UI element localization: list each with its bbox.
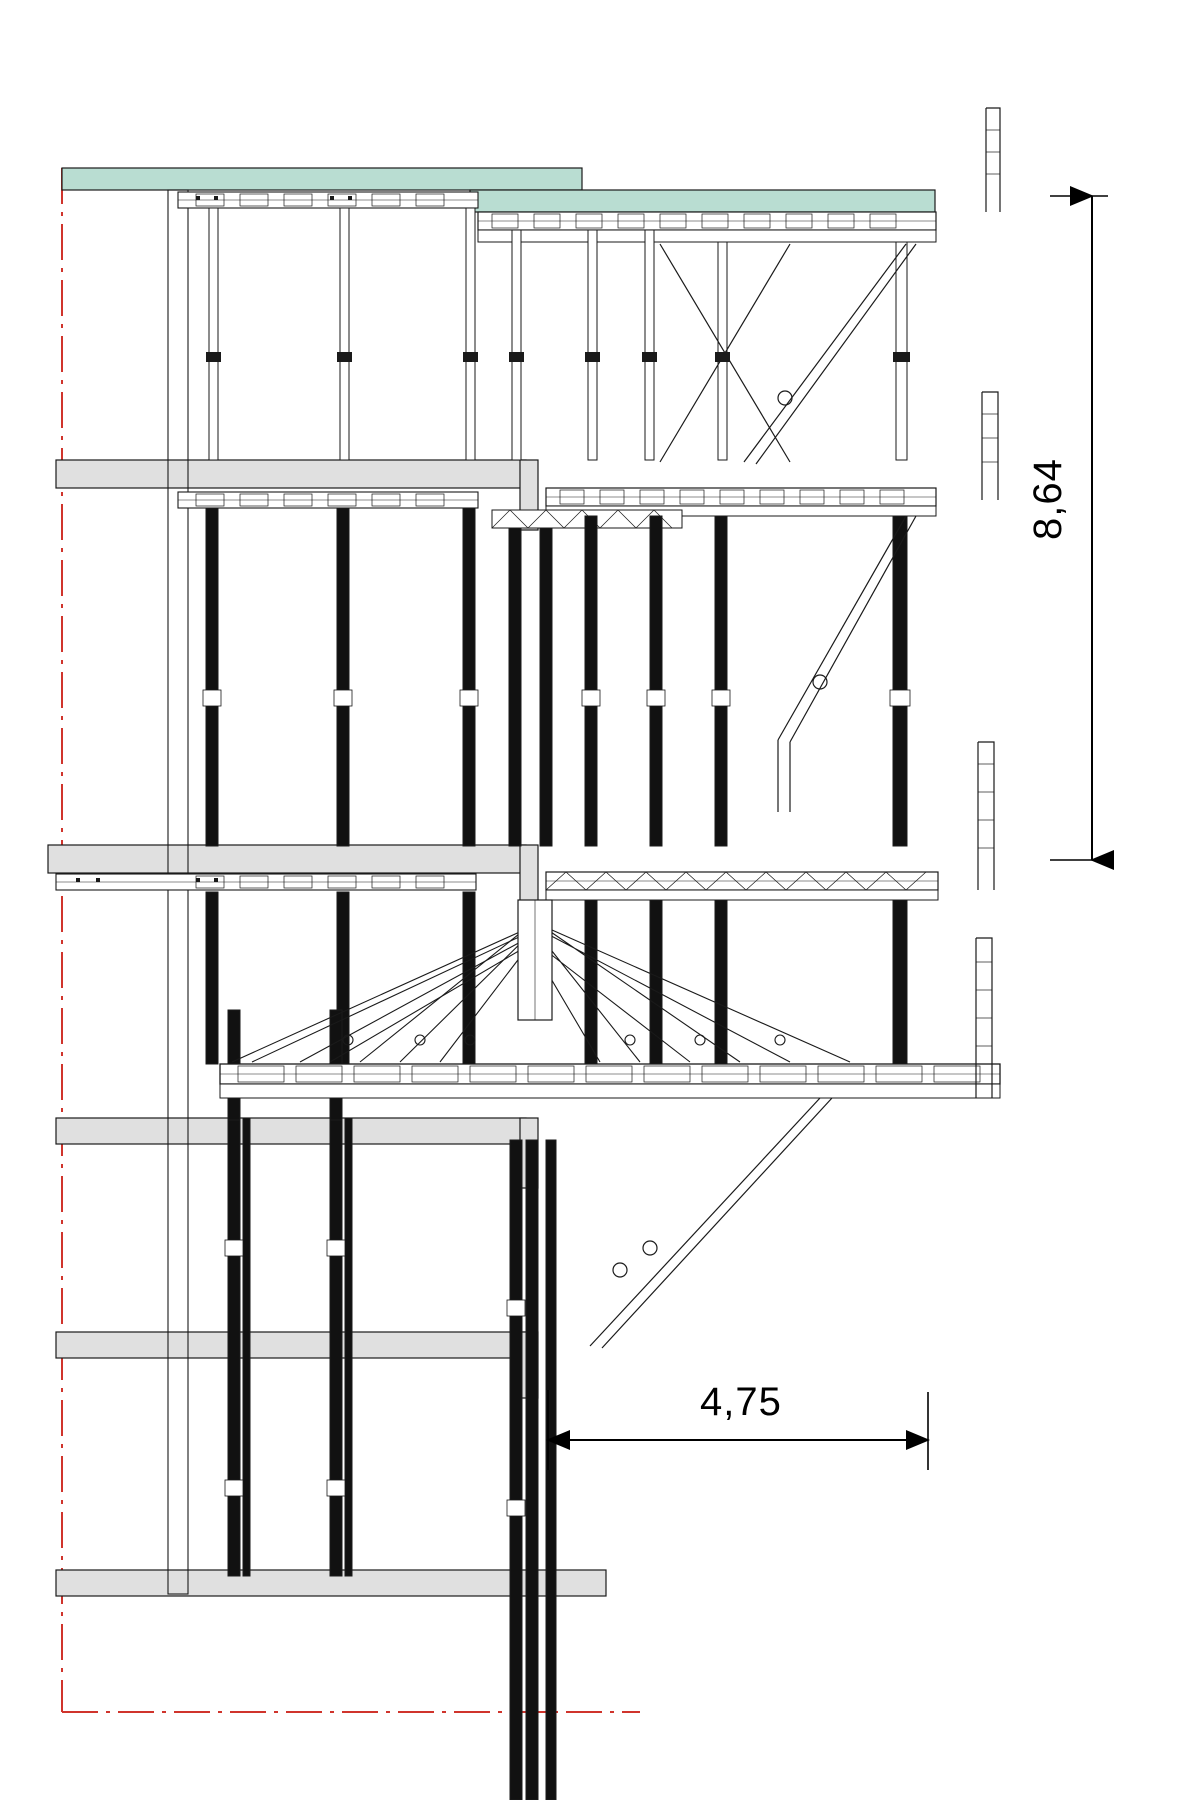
working-platform-deck: [220, 1064, 1000, 1098]
edge-protection-railing: [976, 108, 1000, 1098]
telescopic-props: [203, 208, 910, 1800]
beam-set-l4-left: [178, 492, 478, 508]
radial-brace-fan: [232, 900, 850, 1062]
slab-level-1: [56, 1332, 538, 1398]
diagonal-braces: [590, 244, 916, 1348]
slab-level-2: [56, 1118, 538, 1188]
beam-set-top-left: [178, 192, 478, 208]
table-form-top-right: [478, 212, 936, 242]
dimension-label-vertical: 8,64: [1026, 458, 1070, 540]
table-form-l3-right: [546, 872, 938, 900]
dimension-label-horizontal: 4,75: [700, 1380, 782, 1424]
beam-set-l3-left: [56, 874, 476, 890]
